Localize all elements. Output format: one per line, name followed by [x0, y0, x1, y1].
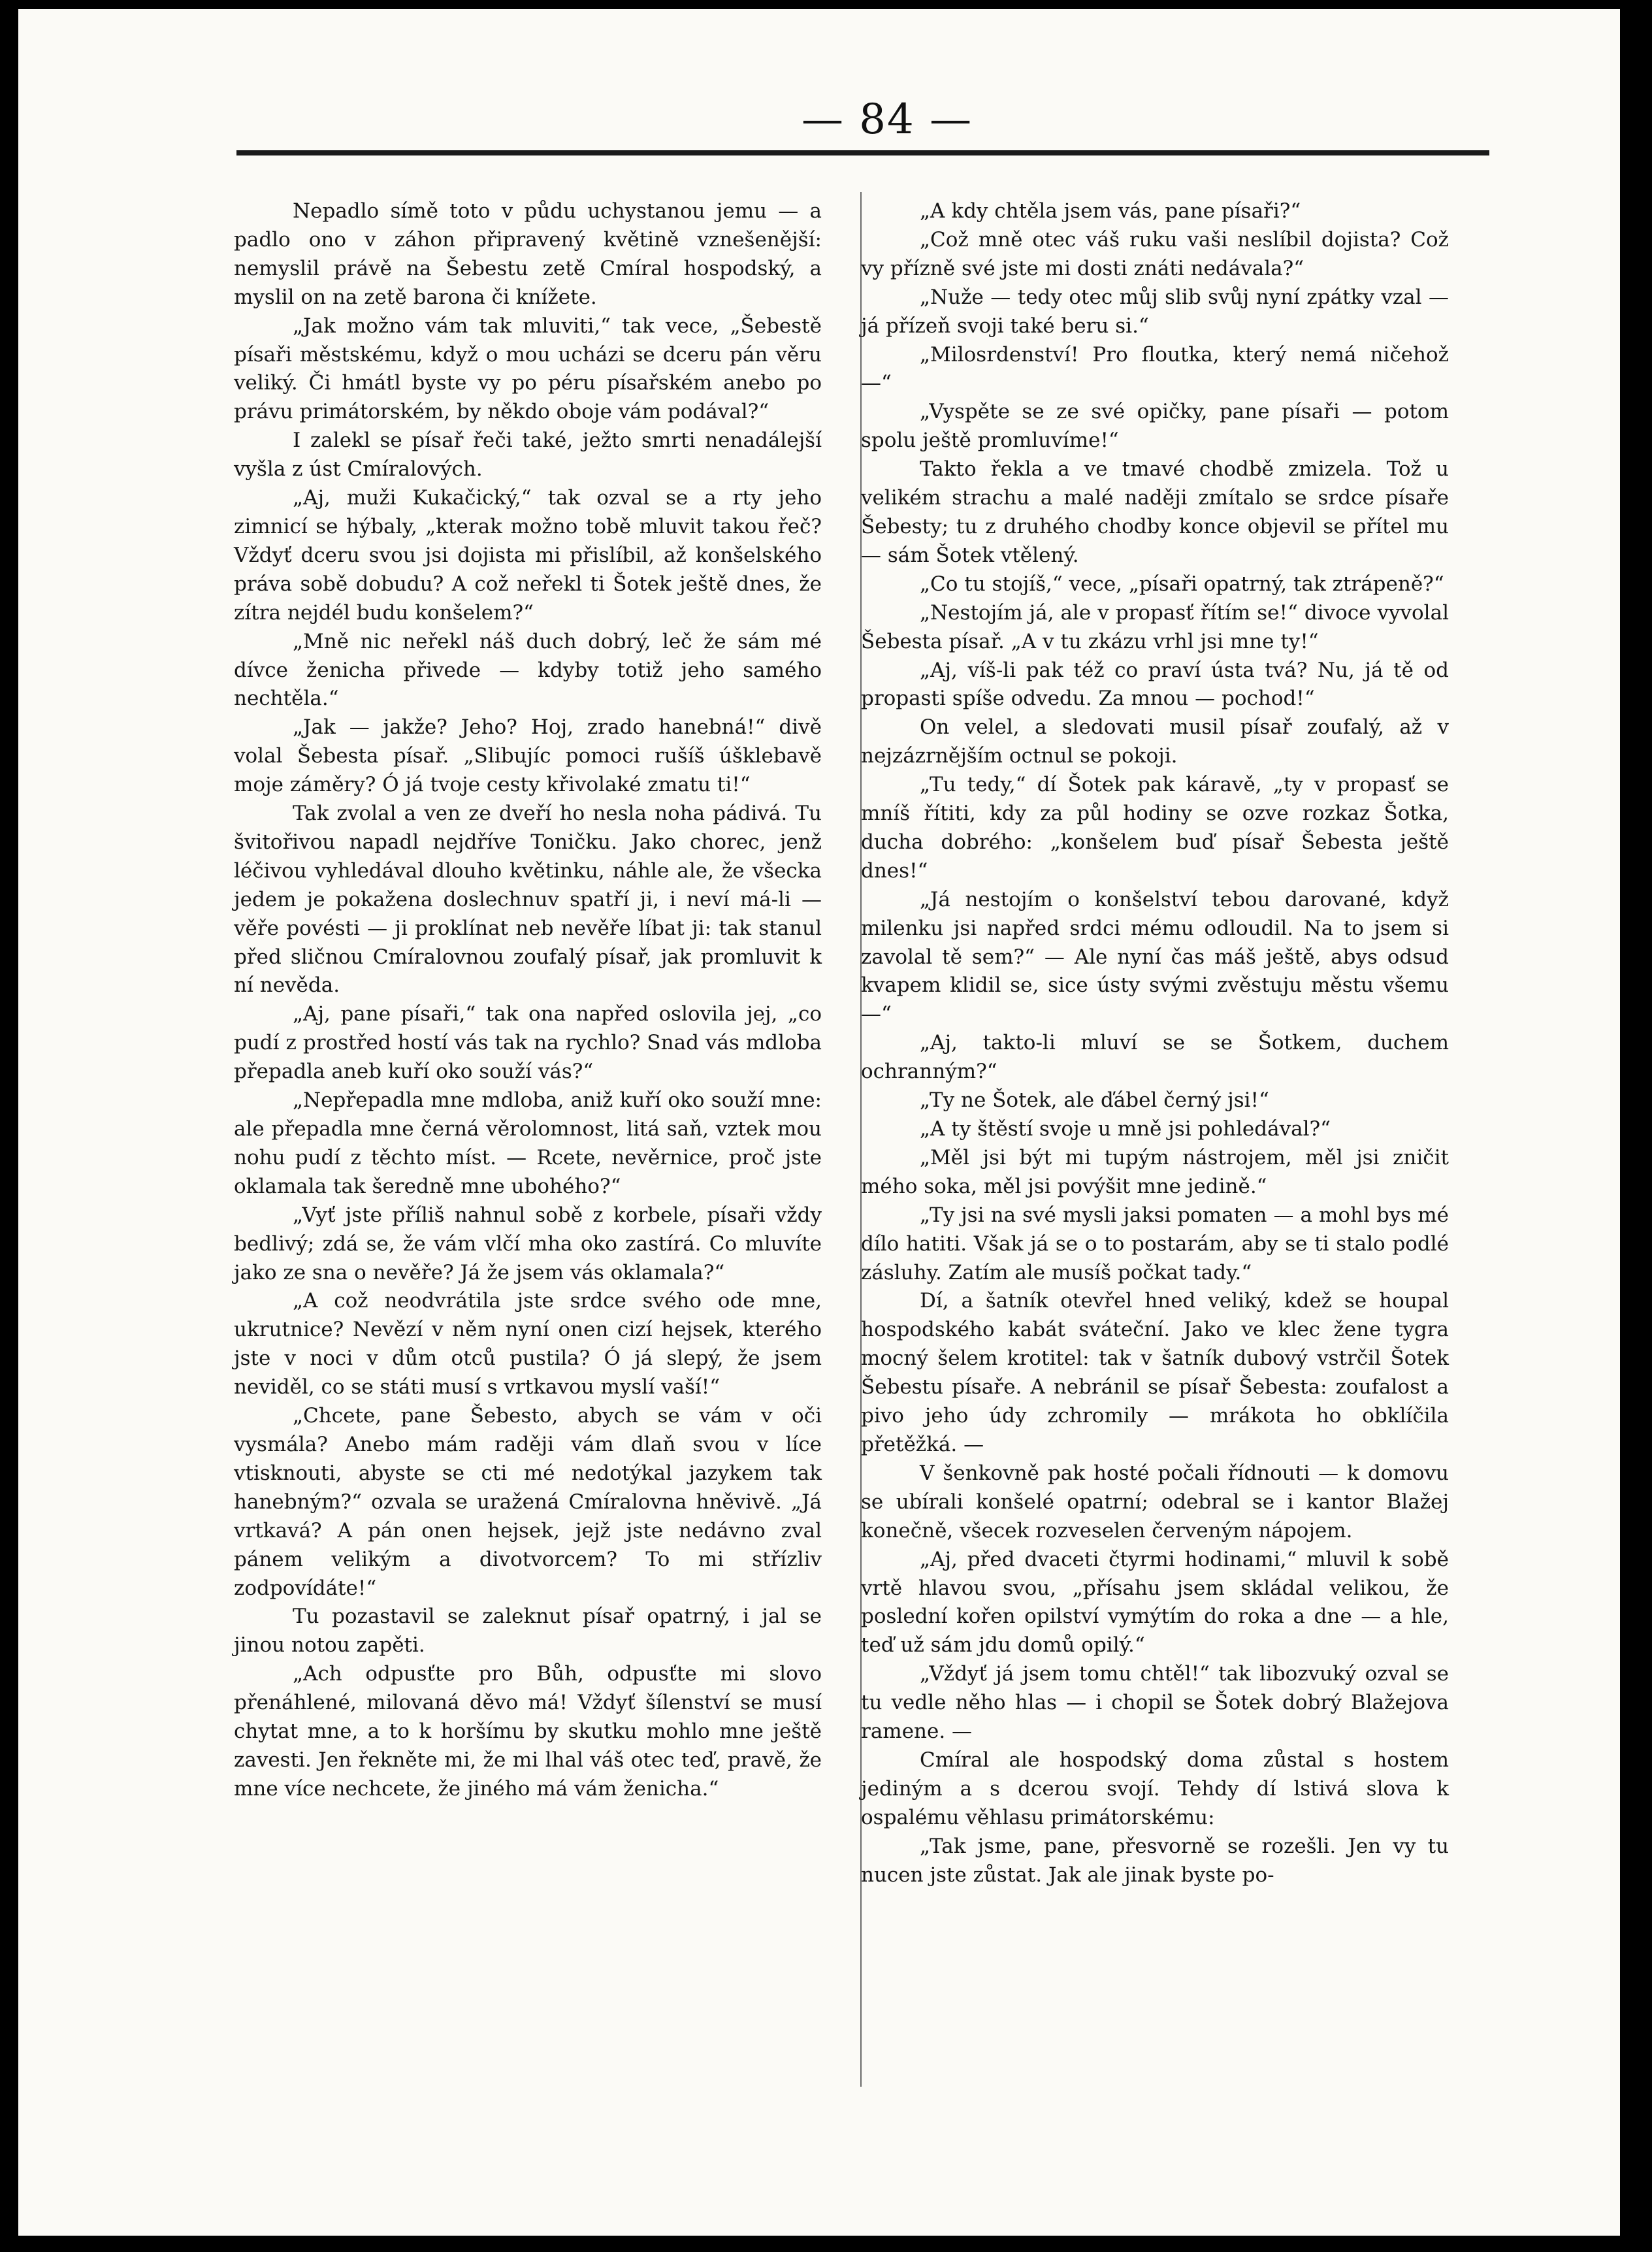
- paragraph: „Tak jsme, pane, přesvorně se rozešli. Jen vy tu nucen jste zůstat. Jak ale jinak byste po-: [861, 1834, 1449, 1887]
- right-text-column: [861, 197, 1449, 1889]
- paragraph: „Aj, víš-li pak též co praví ústa tvá? Nu, já tě od propasti spíše odvedu. Za mnou — pochod!“: [861, 658, 1449, 711]
- paragraph: „Vždyť já jsem tomu chtěl!“ tak libozvuký ozval se tu vedle něho hlas — i chopil se Šotek dobrý Blažejova ramene. —: [861, 1662, 1449, 1744]
- paragraph: „Aj, takto-li mluví se se Šotkem, duchem ochranným?“: [861, 1031, 1449, 1084]
- paragraph: Cmíral ale hospodský doma zůstal s hostem jediným a s dcerou svojí. Tehdy dí lstivá slova k ospalému věhlasu primátorskému:: [861, 1748, 1449, 1829]
- paragraph: Tak zvolal a ven ze dveří ho nesla noha pádivá. Tu švitořivou napadl nejdříve Toničku. Jako chorec, jenž léčivou vyhledával dlouho květinku, náhle ale, že všecka jedem je pokažena doslechnuv spatří ji, i neví má-li — věře povésti — ji proklínat neb nevěře líbat ji: tak stanul před sličnou Cmíralovnou zoufalý písař, jak promluvit k ní nevěda.: [234, 802, 822, 998]
- paragraph: On velel, a sledovati musil písař zoufalý, až v nejzázrnějším octnul se pokoji.: [861, 715, 1449, 768]
- paragraph: I zalekl se písař řeči také, ježto smrti nenadálejší vyšla z úst Cmíralových.: [234, 429, 822, 481]
- paragraph: Tu pozastavil se zaleknut písař opatrný, i jal se jinou notou zapěti.: [234, 1605, 822, 1657]
- paragraph: „Měl jsi být mi tupým nástrojem, měl jsi zničit mého soka, měl jsi povýšit mne jedině.“: [861, 1145, 1449, 1198]
- paragraph: „Aj, muži Kukačický,“ tak ozval se a rty jeho zimnicí se hýbaly, „kterak možno tobě mluvit takou řeč? Vždyť dceru svou jsi dojista mi přislíbil, až konšelského práva sobě dobudu? A což neřekl ti Šotek ještě dnes, že zítra nejdél budu konšelem?“: [234, 486, 822, 625]
- paragraph: Nepadlo símě toto v půdu uchystanou jemu — a padlo ono v záhon připravený květině vznešenější: nemyslil právě na Šebestu zetě Cmíral hospodský, a myslil on na zetě barona či knížete.: [234, 199, 822, 309]
- left-text-column: [234, 197, 822, 1804]
- paragraph: „Nuže — tedy otec můj slib svůj nyní zpátky vzal — já přízeň svoji také beru si.“: [861, 285, 1449, 338]
- paragraph: „Co tu stojíš,“ vece, „písaři opatrný, tak ztrápeně?“: [920, 572, 1444, 596]
- paragraph: „Jak možno vám tak mluviti,“ tak vece, „Šebestě písaři městskému, když o mou ucházi se dceru pán věru veliký. Či hmátl byste vy po péru písařském anebo po právu primátorském, by někdo oboje vám podával?“: [234, 314, 822, 424]
- paragraph: „Tu tedy,“ dí Šotek pak káravě, „ty v propasť se mníš řítiti, kdy za půl hodiny se ozve rozkaz Šotka, ducha dobrého: „konšelem buď písař Šebesta ještě dnes!“: [861, 773, 1449, 883]
- paragraph: „Ach odpusťte pro Bůh, odpusťte mi slovo přenáhlené, milovaná děvo má! Vždyť šílenství se musí chytat mne, a to k horšímu by skutku mohlo mne ještě zavesti. Jen řekněte mi, že mi lhal váš otec teď, pravě, že mne více nechcete, že jiného má vám ženicha.“: [234, 1662, 822, 1801]
- paragraph: „Což mně otec váš ruku vaši neslíbil dojista? Což vy přízně své jste mi dosti znáti nedávala?“: [861, 227, 1449, 280]
- paragraph: „Aj, pane písaři,“ tak ona napřed oslovila jej, „co pudí z prostřed hostí vás tak na rychlo? Snad vás mdloba přepadla aneb kuří oko souží vás?“: [234, 1002, 822, 1084]
- paragraph: „A kdy chtěla jsem vás, pane písaři?“: [920, 199, 1301, 223]
- paragraph: „Milosrdenství! Pro floutka, který nemá ničehož —“: [861, 342, 1449, 395]
- header-rule: [236, 150, 1489, 155]
- paragraph: „Ty ne Šotek, ale ďábel černý jsi!“: [920, 1088, 1269, 1113]
- paragraph: „Ty jsi na své mysli jaksi pomaten — a mohl bys mé dílo hatiti. Však já se o to postarám, aby se ti stalo podlé zásluhy. Zatím ale musíš počkat tady.“: [861, 1203, 1449, 1284]
- paragraph: Dí, a šatník otevřel hned veliký, kdež se houpal hospodského kabát sváteční. Jako ve klec žene tygra mocný šelem krotitel: tak v šatník dubový vstrčil Šotek Šebestu písaře. A nebránil se písař Šebesta: zoufalost a pivo jeho údy zchromily — mrákota ho obklíčila přetěžká. —: [861, 1289, 1449, 1456]
- paragraph: „Mně nic neřekl náš duch dobrý, leč že sám mé dívce ženicha přivede — kdyby totiž jeho samého nechtěla.“: [234, 629, 822, 711]
- paragraph: „Vyspěte se ze své opičky, pane písaři — potom spolu ještě promluvíme!“: [861, 400, 1449, 453]
- paragraph: „Aj, před dvaceti čtyrmi hodinami,“ mluvil k sobě vrtě hlavou svou, „přísahu jsem skládal velikou, že poslední kořen opilství vymýtím do roka a dne — a hle, teď už sám jdu domů opilý.“: [861, 1547, 1449, 1657]
- paragraph: „Vyť jste příliš nahnul sobě z korbele, písaři vždy bedlivý; zdá se, že vám vlčí mha oko zastírá. Co mluvíte jako ze sna o nevěře? Já že jsem vás oklamala?“: [234, 1203, 822, 1284]
- paragraph: Takto řekla a ve tmavé chodbě zmizela. Tož u velikém strachu a malé naději zmítalo se srdce písaře Šebesty; tu z druhého chodby konce objevil se přítel mu — sám Šotek vtělený.: [861, 457, 1449, 567]
- paragraph: „Jak — jakže? Jeho? Hoj, zrado hanebná!“ divě volal Šebesta písař. „Slibujíc pomoci rušíš úšklebavě moje záměry? Ó já tvoje cesty křivolaké zmatu ti!“: [234, 715, 822, 797]
- paragraph: V šenkovně pak hosté počali řídnouti — k domovu se ubírali konšelé opatrní; odebral se i kantor Blažej konečně, všecek rozveselen červeným nápojem.: [861, 1461, 1449, 1542]
- paragraph: „Nepřepadla mne mdloba, aniž kuří oko souží mne: ale přepadla mne černá věrolomnost, litá saň, vztek mou nohu pudí z těchto míst. — Rcete, nevěrnice, proč jste oklamala tak šeredně mne ubohého?“: [234, 1088, 822, 1198]
- paragraph: „A ty štěstí svoje u mně jsi pohledával?“: [920, 1117, 1331, 1141]
- paragraph: „Já nestojím o konšelství tebou darované, když milenku jsi napřed srdci mému odloudil. Na to jsem si zavolal tě sem?“ — Ale nyní čas máš ještě, abys odsud kvapem klidil se, sice ústy svými zvěstuju městu všemu —“: [861, 887, 1449, 1026]
- paragraph: „A což neodvrátila jste srdce svého ode mne, ukrutnice? Nevězí v něm nyní onen cizí hejsek, kterého jste v noci v dům otců pustila? Ó já slepý, že jsem neviděl, co se státi musí s vrtkavou myslí vaší!“: [234, 1289, 822, 1399]
- page-number: — 84 —: [801, 95, 973, 144]
- paragraph: „Chcete, pane Šebesto, abych se vám v oči vysmála? Anebo mám raději vám dlaň svou v líce vtisknouti, abyste se cti mé nedotýkal jazykem tak hanebným?“ ozvala se uražená Cmíralovna hněvivě. „Já vrtkavá? A pán onen hejsek, jejž jste nedávno zval pánem velikým a divotvorcem? To mi střízliv zodpovídáte!“: [234, 1404, 822, 1600]
- scanned-page: [18, 9, 1620, 2236]
- paragraph: „Nestojím já, ale v propasť řítím se!“ divoce vyvolal Šebesta písař. „A v tu zkázu vrhl jsi mne ty!“: [861, 600, 1449, 653]
